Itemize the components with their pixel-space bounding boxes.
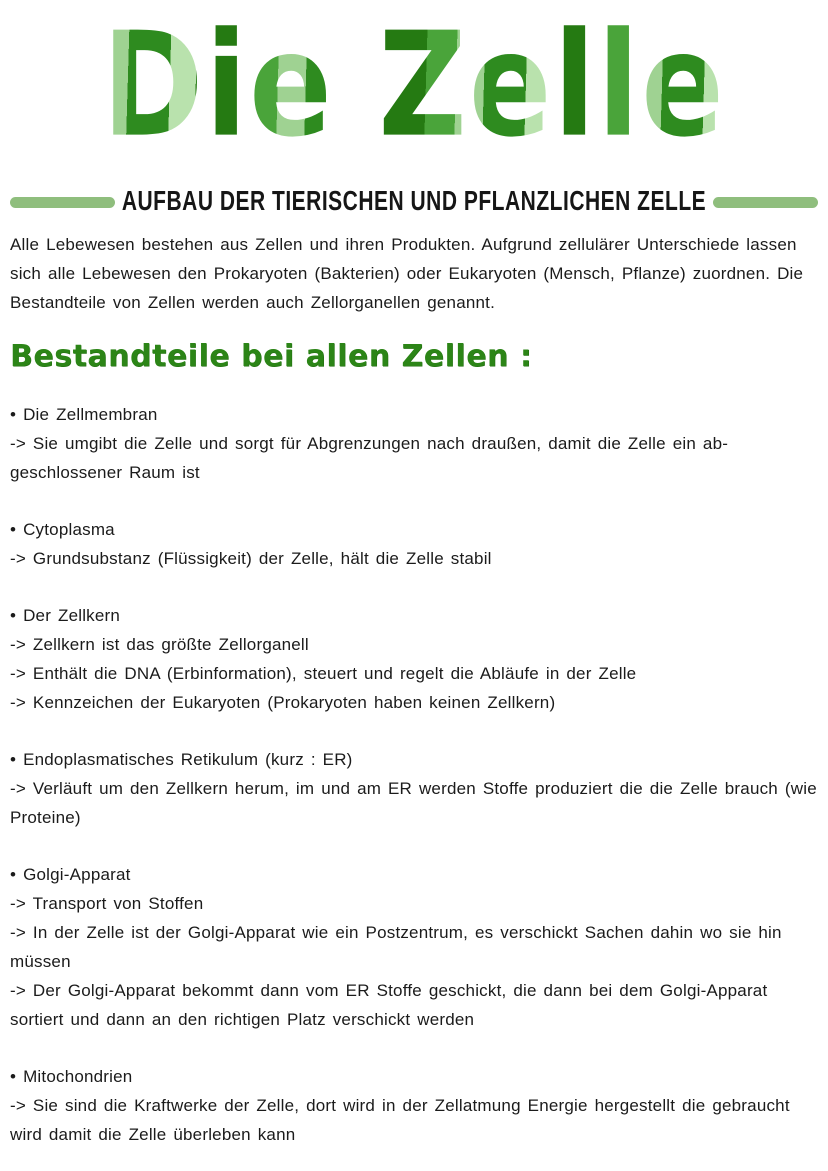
- section-title: • Der Zellkern: [10, 606, 121, 625]
- section-detail-line: -> Zellkern ist das größte Zellorganell: [10, 635, 309, 654]
- section-zellmembran: [10, 400, 818, 487]
- title-banner: [10, 0, 818, 180]
- page-subtitle: AUFBAU DER TIERISCHEN UND PFLANZLICHEN ZELLE: [121, 186, 707, 217]
- page-title: Die Zelle: [102, 1, 726, 169]
- divider-bar-left: [10, 197, 115, 208]
- section-title: • Mitochondrien: [10, 1067, 133, 1086]
- intro-paragraph: Alle Lebewesen bestehen aus Zellen und ihren Produkten. Aufgrund zellulärer Unterschiede lassen sich alle Lebewesen den Prokaryoten (Bakterien) oder Eukaryoten (Mensch, Pflanze) zuordnen. Die Bestandteile von Zellen werden auch Zellorganellen genannt.: [10, 235, 804, 312]
- section-detail-line: -> Sie umgibt die Zelle und sorgt für Abgrenzungen nach draußen, damit die Zelle ein ab-geschlossener Raum ist: [10, 434, 729, 482]
- section-title: • Endoplasmatisches Retikulum (kurz : ER): [10, 750, 353, 769]
- section-detail-line: -> Verläuft um den Zellkern herum, im und am ER werden Stoffe produziert die die Zelle brauch (wie Proteine): [10, 779, 817, 827]
- section-detail-line: -> Sie sind die Kraftwerke der Zelle, dort wird in der Zellatmung Energie hergestellt die gebraucht wird damit die Zelle überleben kann: [10, 1096, 790, 1144]
- section-zellkern: [10, 601, 818, 717]
- section-title: • Die Zellmembran: [10, 405, 158, 424]
- section-detail-line: -> In der Zelle ist der Golgi-Apparat wie ein Postzentrum, es verschickt Sachen dahin wo sie hin müssen: [10, 923, 782, 971]
- section-detail-line: -> Kennzeichen der Eukaryoten (Prokaryoten haben keinen Zellkern): [10, 693, 556, 712]
- section-detail-line: -> Transport von Stoffen: [10, 894, 204, 913]
- divider-bar-right: [713, 197, 818, 208]
- sections-list: [10, 400, 818, 1149]
- section-heading: Bestandteile bei allen Zellen :: [10, 339, 533, 374]
- section-detail-line: -> Grundsubstanz (Flüssigkeit) der Zelle, hält die Zelle stabil: [10, 549, 492, 568]
- section-mitochondrien: [10, 1062, 818, 1149]
- section-endoplasmatisches-retikulum: [10, 745, 818, 832]
- section-detail-line: -> Enthält die DNA (Erbinformation), steuert und regelt die Abläufe in der Zelle: [10, 664, 637, 683]
- section-detail-line: -> Der Golgi-Apparat bekommt dann vom ER Stoffe geschickt, die dann bei dem Golgi-Apparat sortiert und dann an den richtigen Platz verschickt werden: [10, 981, 768, 1029]
- section-title: • Golgi-Apparat: [10, 865, 131, 884]
- section-golgi-apparat: [10, 860, 818, 1034]
- section-title: • Cytoplasma: [10, 520, 115, 539]
- section-cytoplasma: [10, 515, 818, 573]
- subtitle-divider: [10, 186, 818, 218]
